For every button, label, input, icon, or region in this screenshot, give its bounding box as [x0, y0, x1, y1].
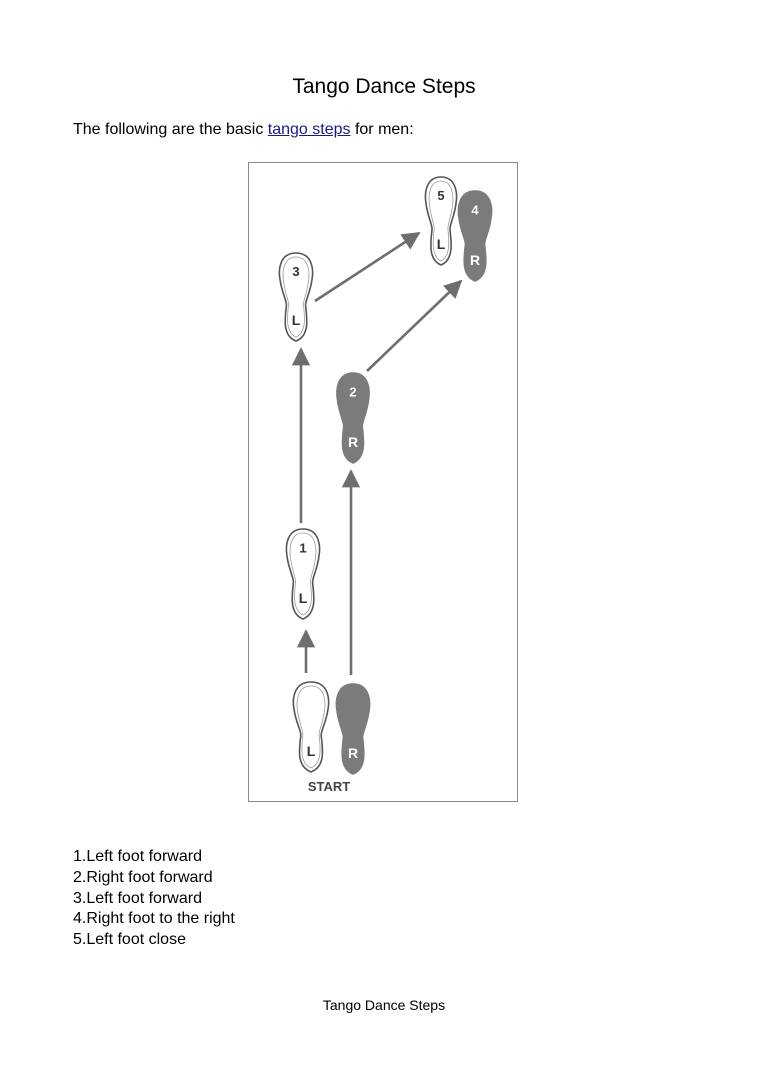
step-item-1: 1.Left foot forward	[73, 848, 202, 865]
intro-text-before: The following are the basic	[73, 121, 268, 138]
foot-side-label: R	[347, 433, 359, 450]
foot-side-label: R	[469, 251, 481, 268]
footprint-diagram	[249, 163, 519, 803]
footprint-start-left	[293, 682, 328, 772]
footprint-step-2	[337, 373, 369, 463]
footprint-step-3	[279, 253, 312, 341]
feet-layer	[279, 177, 491, 774]
step-item-2: 2.Right foot forward	[73, 868, 213, 886]
foot-side-label: L	[291, 312, 301, 329]
page-footer: Tango Dance Steps	[322, 997, 446, 1013]
footprint-step-4	[458, 191, 491, 281]
foot-side-label: L	[298, 589, 308, 606]
step-number-label: 4	[471, 202, 479, 218]
arrow-step-3-to-step-5	[315, 233, 419, 301]
start-label: START	[307, 779, 351, 794]
tango-steps-diagram	[248, 162, 518, 802]
intro-text-after: for men:	[350, 121, 414, 138]
step-item-5: 5.Left foot close	[73, 931, 186, 949]
foot-side-label: L	[436, 236, 446, 253]
arrow-step-2-to-step-4	[367, 281, 461, 371]
foot-side-label: R	[347, 744, 359, 761]
step-number-label: 3	[292, 263, 300, 279]
footprint-step-1	[286, 529, 319, 619]
step-item-3: 3.Left foot forward	[73, 889, 202, 907]
page-title: Tango Dance Steps	[292, 75, 476, 98]
footprint-step-5	[425, 177, 456, 265]
foot-side-label: L	[306, 742, 316, 759]
tango-steps-link[interactable]: tango steps	[267, 121, 351, 138]
arrows-layer	[298, 233, 461, 675]
step-number-label: 2	[349, 384, 357, 400]
steps-list	[73, 847, 235, 951]
step-item-4: 4.Right foot to the right	[73, 910, 235, 928]
intro-paragraph	[73, 121, 414, 139]
step-number-label: 1	[299, 540, 307, 556]
footprint-start-right	[336, 684, 369, 774]
step-number-label: 5	[437, 187, 445, 203]
